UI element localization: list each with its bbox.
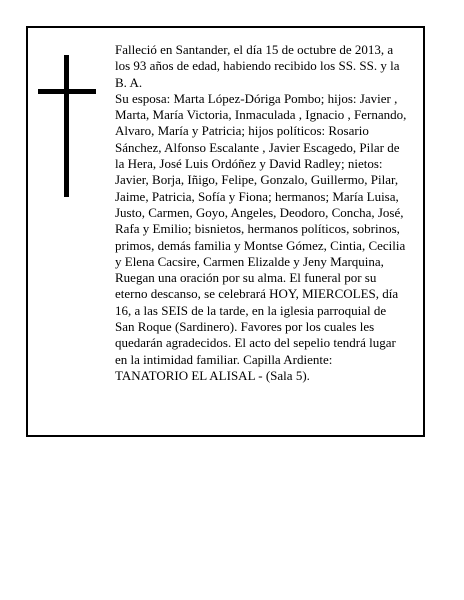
obituary-notice: [26, 26, 425, 437]
obituary-line: y Elena Cacsire, Carmen Elizalde y Jeny Marquina,: [115, 253, 384, 269]
obituary-line: Rafa y Emilio; bisnietos, hermanos políticos, sobrinos,: [115, 221, 400, 237]
obituary-line: Alvaro, María y Patricia; hijos políticos: Rosario: [115, 123, 369, 139]
cross-vertical-bar: [64, 55, 69, 197]
obituary-line: San Roque (Sardinero). Favores por los cuales les: [115, 319, 375, 335]
obituary-line: B. A.: [115, 74, 143, 90]
obituary-text: [115, 42, 419, 384]
obituary-line: Su esposa: Marta López-Dóriga Pombo; hijos: Javier ,: [115, 90, 398, 106]
obituary-line: Ruegan una oración por su alma. El funeral por su: [115, 270, 377, 286]
obituary-line: los 93 años de edad, habiendo recibido los SS. SS. y la: [115, 58, 400, 74]
obituary-line: en la intimidad familiar. Capilla Ardiente:: [115, 351, 333, 367]
obituary-line: Javier, Borja, Iñigo, Felipe, Gonzalo, Guillermo, Pilar,: [115, 172, 399, 188]
obituary-line: Jaime, Patricia, Sofía y Fiona; hermanos; María Luisa,: [115, 188, 399, 204]
obituary-line: Justo, Carmen, Goyo, Angeles, Deodoro, Concha, José,: [115, 204, 404, 220]
obituary-line: eterno descanso, se celebrará HOY, MIERCOLES, día: [115, 286, 399, 302]
obituary-line: Marta, María Victoria, Inmaculada , Ignacio , Fernando,: [115, 107, 407, 123]
obituary-line: 16, a las SEIS de la tarde, en la iglesia parroquial de: [115, 302, 387, 318]
cross-horizontal-bar: [38, 89, 96, 94]
cross-icon: [38, 55, 96, 197]
obituary-line: quedarán agradecidos. El acto del sepelio tendrá lugar: [115, 335, 396, 351]
obituary-line: Falleció en Santander, el día 15 de octubre de 2013, a: [115, 42, 394, 57]
obituary-line: TANATORIO EL ALISAL - (Sala 5).: [115, 367, 310, 383]
obituary-line: la Hera, José Luis Ordóñez y David Radley; nietos:: [115, 156, 383, 172]
obituary-line: primos, demás familia y Montse Gómez, Cintia, Cecilia: [115, 237, 406, 253]
obituary-line: Sánchez, Alfonso Escalante , Javier Escagedo, Pilar de: [115, 139, 400, 155]
